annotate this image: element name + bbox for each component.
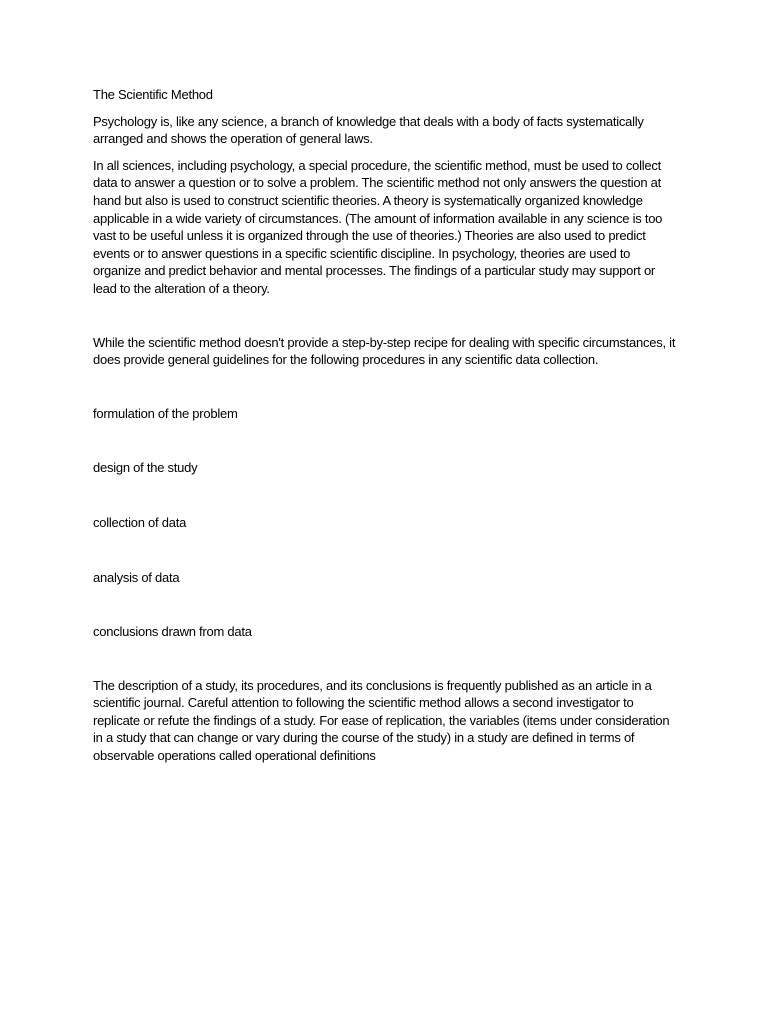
list-item: collection of data <box>93 514 187 530</box>
theory-paragraph: In all sciences, including psychology, a special procedure, the scientific method, must be used to collect data to answer a question or to solve a problem. The scientific method not only answers the question at hand but also is used to construct scientific theories. A theory is systematically organized knowledge applicable in a wide variety of circumstances. (The amount of information available in any science is too vast to be useful unless it is organized through the use of theories.) Theories are also used to predict events or to answer questions in a specific scientific discipline. In psychology, theories are used to organize and predict behavior and mental processes. The findings of a particular study may support or lead to the alteration of a theory. <box>93 157 663 296</box>
list-item: design of the study <box>93 460 198 476</box>
list-item: formulation of the problem <box>93 405 238 421</box>
document-page <box>93 86 677 774</box>
steps-list <box>93 405 677 641</box>
list-item: analysis of data <box>93 569 180 585</box>
list-item: conclusions drawn from data <box>93 624 252 640</box>
guidelines-paragraph: While the scientific method doesn't provide a step-by-step recipe for dealing with specific circumstances, it does provide general guidelines for the following procedures in any scientific data collection. <box>93 334 676 368</box>
document-title: The Scientific Method <box>93 87 213 102</box>
intro-paragraph: Psychology is, like any science, a branch of knowledge that deals with a body of facts systematically arranged and shows the operation of general laws. <box>93 113 644 147</box>
closing-paragraph: The description of a study, its procedures, and its conclusions is frequently published as an article in a scientific journal. Careful attention to following the scientific method allows a second investigator to replicate or refute the findings of a study. For ease of replication, the variables (items under consideration in a study that can change or vary during the course of the study) in a study are defined in terms of observable operations called operational definitions <box>93 677 670 764</box>
